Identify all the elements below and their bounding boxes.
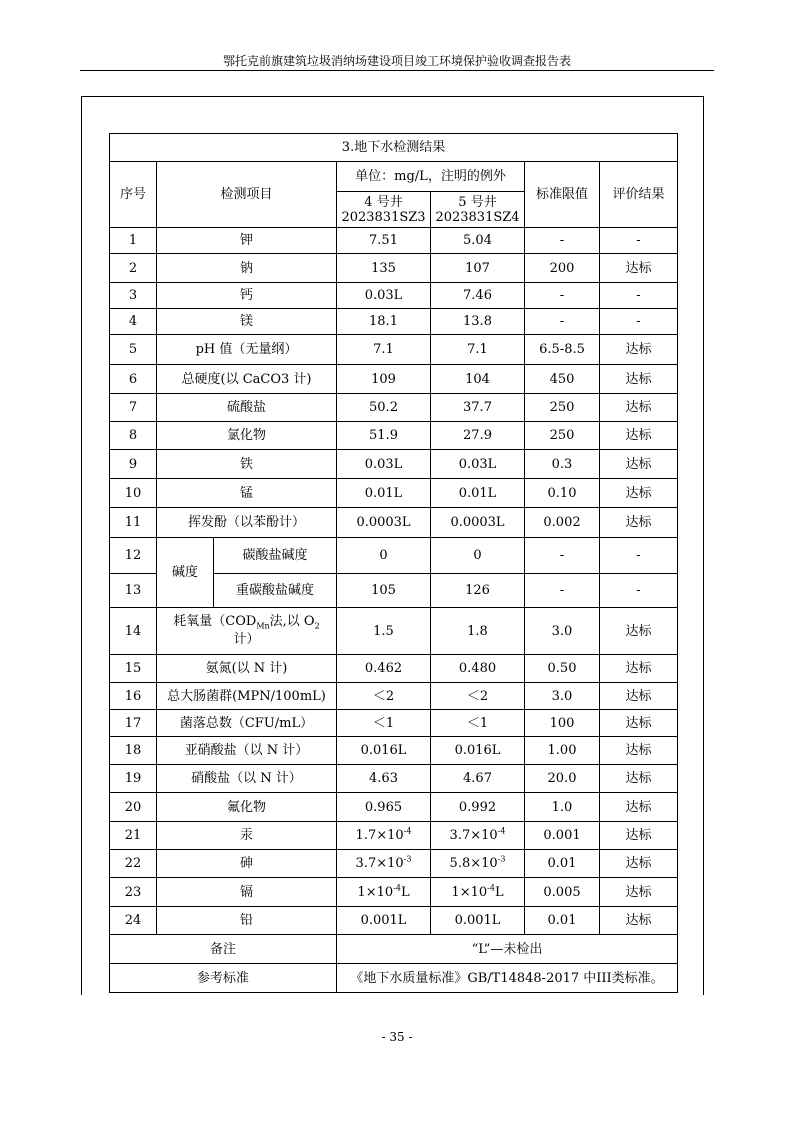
row-eval: 达标: [600, 710, 678, 737]
row-eval: 达标: [600, 365, 678, 394]
row-no: 2: [110, 254, 157, 283]
row-no: 5: [110, 335, 157, 365]
table-row: [110, 907, 678, 935]
mantissa: 5.8×10: [449, 856, 498, 871]
row-item: 铅: [157, 907, 337, 935]
row-eval: 达标: [600, 508, 678, 538]
col-header-well4: [337, 192, 431, 228]
row-no: 15: [110, 655, 157, 683]
row-eval: -: [600, 538, 678, 574]
table-row: [110, 655, 678, 683]
row-well4-value: 0.462: [337, 655, 431, 683]
header-divider: [80, 70, 714, 71]
well5-name: 5 号井: [458, 194, 497, 210]
col-header-eval: 评价结果: [600, 162, 678, 228]
row-limit: -: [525, 538, 600, 574]
row-eval: 达标: [600, 737, 678, 765]
col-header-limit: 标准限值: [525, 162, 600, 228]
table-row: [110, 822, 678, 850]
row-eval: 达标: [600, 655, 678, 683]
row-well4-value: 7.1: [337, 335, 431, 365]
row-eval: 达标: [600, 608, 678, 655]
exponent: -4: [487, 883, 495, 893]
row-limit: 1.0: [525, 793, 600, 822]
row-eval: 达标: [600, 765, 678, 793]
table-title: 3.地下水检测结果: [110, 134, 678, 162]
row-item: 钾: [157, 228, 337, 254]
row-eval: 达标: [600, 450, 678, 479]
row-well5-value: 0.0003L: [431, 508, 525, 538]
row-no: 16: [110, 683, 157, 710]
row-well4-value: 0.016L: [337, 737, 431, 765]
row-well4-value: 0.965: [337, 793, 431, 822]
row-well5-value: 107: [431, 254, 525, 283]
row-no: 9: [110, 450, 157, 479]
row-well5-value: 0.480: [431, 655, 525, 683]
row-no: 20: [110, 793, 157, 822]
report-header-title: 鄂托克前旗建筑垃圾消纳场建设项目竣工环境保护验收调查报告表: [222, 54, 571, 68]
remark-label: 备注: [110, 935, 337, 964]
row-well4-value: 1.5: [337, 608, 431, 655]
row-well5-value: 1.8: [431, 608, 525, 655]
remark-row: [110, 935, 678, 964]
row-item: 镁: [157, 309, 337, 335]
row-no: 6: [110, 365, 157, 394]
table-row: [110, 394, 678, 422]
well4-name: 4 号井: [364, 194, 403, 210]
col-header-item: 检测项目: [157, 162, 337, 228]
row-limit: 0.002: [525, 508, 600, 538]
row-limit: -: [525, 574, 600, 608]
table-row: [110, 850, 678, 878]
row-no: 17: [110, 710, 157, 737]
row-no: 14: [110, 608, 157, 655]
alkalinity-group-label: 碱度: [157, 538, 214, 608]
mantissa: 1×10: [451, 884, 488, 900]
row-limit: -: [525, 283, 600, 309]
row-well4-value: ＜1: [337, 710, 431, 737]
row-item: 砷: [157, 850, 337, 878]
row-eval: 达标: [600, 850, 678, 878]
table-row: [110, 710, 678, 737]
row-eval: 达标: [600, 479, 678, 508]
row-well4-value: 105: [337, 574, 431, 608]
row-well4-value: 0.03L: [337, 450, 431, 479]
row-well5-value: [431, 850, 525, 878]
row-well4-value: 0.0003L: [337, 508, 431, 538]
row-well4-value: 7.51: [337, 228, 431, 254]
row-well4-value: 4.63: [337, 765, 431, 793]
o2-subscript: 2: [314, 621, 320, 631]
well4-code: 2023831SZ3: [341, 209, 426, 225]
row-item: 钠: [157, 254, 337, 283]
row-eval: 达标: [600, 822, 678, 850]
row-eval: -: [600, 574, 678, 608]
row-well4-value: 18.1: [337, 309, 431, 335]
row-well5-value: 0.016L: [431, 737, 525, 765]
row-item: 亚硝酸盐（以 N 计）: [157, 737, 337, 765]
row-no: 19: [110, 765, 157, 793]
row-well5-value: 0.992: [431, 793, 525, 822]
header-row: [110, 162, 678, 192]
mantissa: 3.7×10: [355, 856, 404, 871]
row-well5-value: 37.7: [431, 394, 525, 422]
cod-subscript: Mn: [256, 621, 270, 631]
page-number: - 35 -: [381, 1030, 413, 1044]
row-well4-value: 0: [337, 538, 431, 574]
row-no: 24: [110, 907, 157, 935]
row-well5-value: [431, 822, 525, 850]
row-well5-value: 27.9: [431, 422, 525, 450]
row-well4-value: 135: [337, 254, 431, 283]
table-row: [110, 683, 678, 710]
row-limit: 250: [525, 422, 600, 450]
row-limit: 6.5-8.5: [525, 335, 600, 365]
exponent: -4: [403, 826, 412, 836]
table-row: [110, 283, 678, 309]
row-well5-value: 7.46: [431, 283, 525, 309]
mantissa: 3.7×10: [449, 828, 498, 843]
groundwater-results-table: [109, 133, 678, 993]
row-eval: 达标: [600, 254, 678, 283]
row-no: 12: [110, 538, 157, 574]
row-item: 铁: [157, 450, 337, 479]
row-item: 锰: [157, 479, 337, 508]
row-well4-value: [337, 850, 431, 878]
row-limit: 0.01: [525, 850, 600, 878]
row-limit: 0.10: [525, 479, 600, 508]
table-row: [110, 508, 678, 538]
standard-row: [110, 964, 678, 993]
row-limit: 100: [525, 710, 600, 737]
row-eval: 达标: [600, 394, 678, 422]
row-limit: 20.0: [525, 765, 600, 793]
row-no: 21: [110, 822, 157, 850]
row-well5-value: 4.67: [431, 765, 525, 793]
row-eval: -: [600, 309, 678, 335]
table-row: [110, 765, 678, 793]
row-well4-value: 51.9: [337, 422, 431, 450]
row-well5-value: 5.04: [431, 228, 525, 254]
row-item: 菌落总数（CFU/mL）: [157, 710, 337, 737]
row-well4-value: 0.03L: [337, 283, 431, 309]
row-well5-value: 0.03L: [431, 450, 525, 479]
table-row: [110, 608, 678, 655]
row-eval: 达标: [600, 335, 678, 365]
table-row: [110, 538, 678, 574]
row-item: 汞: [157, 822, 337, 850]
row-limit: 0.01: [525, 907, 600, 935]
row-limit: 3.0: [525, 683, 600, 710]
row-item: 氟化物: [157, 793, 337, 822]
row-well5-value: ＜2: [431, 683, 525, 710]
col-header-well5: [431, 192, 525, 228]
row-well4-value: ＜2: [337, 683, 431, 710]
row-well4-value: [337, 822, 431, 850]
cod-text-c: 计）: [233, 632, 260, 647]
cod-text-b: 法,以 O: [269, 614, 315, 629]
row-item: 重碳酸盐碱度: [214, 574, 337, 608]
row-no: 1: [110, 228, 157, 254]
standard-label: 参考标准: [110, 964, 337, 993]
mantissa: 1×10: [357, 884, 394, 900]
mantissa: 1.7×10: [355, 828, 404, 843]
remark-value: “L”—未检出: [337, 935, 678, 964]
table-row: [110, 254, 678, 283]
row-no: 4: [110, 309, 157, 335]
row-eval: 达标: [600, 683, 678, 710]
row-well4-value: 50.2: [337, 394, 431, 422]
row-item: [157, 608, 337, 655]
row-no: 23: [110, 878, 157, 907]
row-eval: 达标: [600, 907, 678, 935]
row-limit: 250: [525, 394, 600, 422]
table-title-row: [110, 134, 678, 162]
row-eval: -: [600, 283, 678, 309]
row-limit: 0.3: [525, 450, 600, 479]
row-well4-value: 0.001L: [337, 907, 431, 935]
row-item: 钙: [157, 283, 337, 309]
row-item: 镉: [157, 878, 337, 907]
suffix: L: [400, 884, 410, 900]
table-row: [110, 793, 678, 822]
suffix: L: [494, 884, 504, 900]
row-item: 硫酸盐: [157, 394, 337, 422]
well5-code: 2023831SZ4: [435, 209, 520, 225]
row-item: 碳酸盐碱度: [214, 538, 337, 574]
row-item: 氨氮(以 N 计): [157, 655, 337, 683]
row-eval: 达标: [600, 878, 678, 907]
row-item: 氯化物: [157, 422, 337, 450]
table-row: [110, 335, 678, 365]
table-row: [110, 878, 678, 907]
row-no: 22: [110, 850, 157, 878]
row-no: 11: [110, 508, 157, 538]
row-well4-value: [337, 878, 431, 907]
row-limit: -: [525, 309, 600, 335]
row-limit: 1.00: [525, 737, 600, 765]
row-well5-value: 0: [431, 538, 525, 574]
row-item: 硝酸盐（以 N 计）: [157, 765, 337, 793]
row-item: 总大肠菌群(MPN/100mL): [157, 683, 337, 710]
table-row: [110, 737, 678, 765]
row-well5-value: ＜1: [431, 710, 525, 737]
row-limit: 450: [525, 365, 600, 394]
row-no: 7: [110, 394, 157, 422]
row-limit: 200: [525, 254, 600, 283]
row-eval: 达标: [600, 793, 678, 822]
row-well5-value: 126: [431, 574, 525, 608]
row-eval: 达标: [600, 422, 678, 450]
row-limit: 0.005: [525, 878, 600, 907]
row-well5-value: 104: [431, 365, 525, 394]
row-item: pH 值（无量纲）: [157, 335, 337, 365]
table-row: [110, 479, 678, 508]
table-row: [110, 450, 678, 479]
exponent: -4: [393, 883, 401, 893]
row-limit: -: [525, 228, 600, 254]
unit-note: 单位：mg/L，注明的例外: [337, 162, 525, 192]
table-row: [110, 309, 678, 335]
row-well4-value: 109: [337, 365, 431, 394]
row-well5-value: 0.01L: [431, 479, 525, 508]
row-no: 3: [110, 283, 157, 309]
row-limit: 3.0: [525, 608, 600, 655]
table-row: [110, 365, 678, 394]
row-no: 10: [110, 479, 157, 508]
row-well5-value: 7.1: [431, 335, 525, 365]
table-row: [110, 422, 678, 450]
row-well5-value: 13.8: [431, 309, 525, 335]
row-eval: -: [600, 228, 678, 254]
row-well5-value: [431, 878, 525, 907]
row-well5-value: 0.001L: [431, 907, 525, 935]
row-limit: 0.50: [525, 655, 600, 683]
col-header-seq: 序号: [110, 162, 157, 228]
row-no: 18: [110, 737, 157, 765]
row-limit: 0.001: [525, 822, 600, 850]
standard-value: 《地下水质量标准》GB/T14848-2017 中III类标准。: [337, 964, 678, 993]
exponent: -3: [403, 854, 412, 864]
exponent: -4: [497, 826, 506, 836]
row-item: 挥发酚（以苯酚计）: [157, 508, 337, 538]
cod-text-a: 耗氧量（COD: [173, 614, 257, 629]
row-no: 13: [110, 574, 157, 608]
row-item: 总硬度(以 CaCO3 计): [157, 365, 337, 394]
row-well4-value: 0.01L: [337, 479, 431, 508]
table-row: [110, 228, 678, 254]
row-no: 8: [110, 422, 157, 450]
exponent: -3: [497, 854, 506, 864]
